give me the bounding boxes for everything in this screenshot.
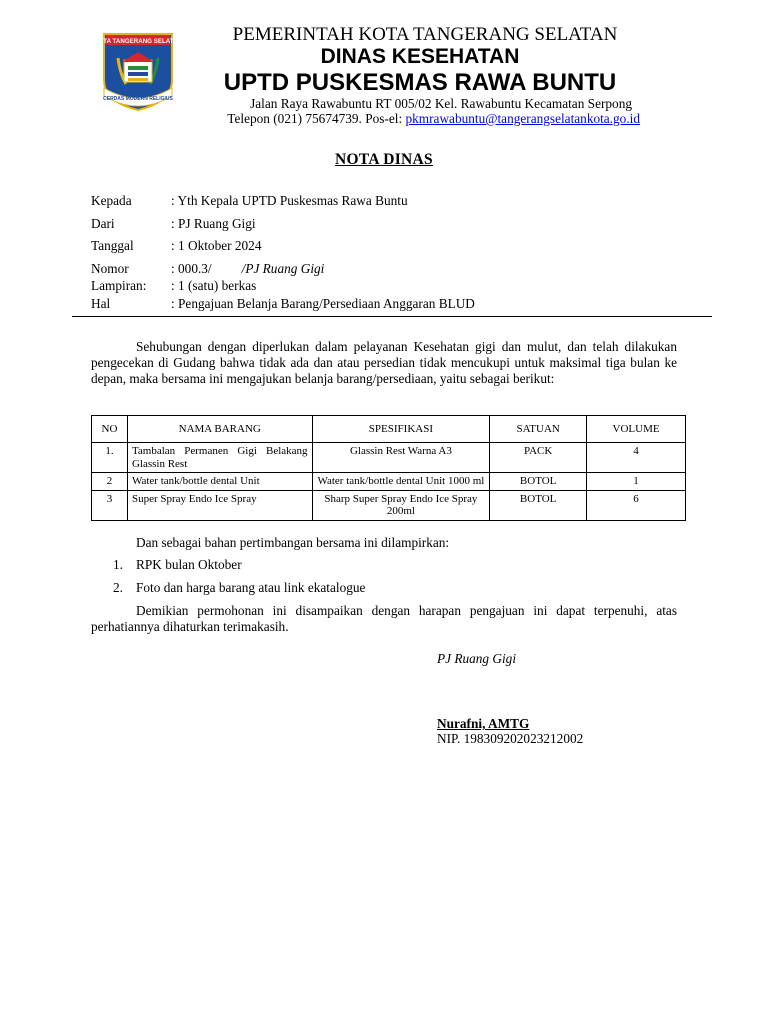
divider-line	[72, 316, 712, 317]
table-row	[92, 490, 686, 520]
cell-satuan: BOTOL	[490, 473, 587, 491]
cell-volume: 1	[587, 473, 686, 491]
cell-spesifikasi: Water tank/bottle dental Unit 1000 ml	[312, 473, 490, 491]
col-header-spesifikasi: SPESIFIKASI	[312, 416, 490, 443]
field-label-lampiran: Lampiran:	[91, 278, 147, 293]
cell-no: 2	[92, 473, 128, 491]
city-emblem-logo	[96, 28, 180, 112]
field-label-hal: Hal	[91, 296, 111, 311]
cell-no: 1.	[92, 443, 128, 473]
email-link[interactable]: pkmrawabuntu@tangerangselatankota.go.id	[405, 111, 640, 126]
field-label-dari: Dari	[91, 216, 115, 231]
attachment-intro: Dan sebagai bahan pertimbangan bersama ini dilampirkan:	[136, 535, 450, 550]
col-header-volume: VOLUME	[587, 416, 686, 443]
cell-nama-barang: Tambalan Permanen Gigi Belakang Glassin Rest	[127, 443, 312, 473]
cell-volume: 4	[587, 443, 686, 473]
list-number: 1.	[113, 557, 123, 572]
list-text: Foto dan harga barang atau link ekatalogue	[136, 580, 366, 595]
cell-satuan: BOTOL	[490, 490, 587, 520]
field-value-kepada: : Yth Kepala UPTD Puskesmas Rawa Buntu	[171, 193, 408, 208]
field-value-nomor	[171, 261, 324, 277]
logo-text-bottom: CERDAS MODERN RELIGIUS	[103, 96, 173, 102]
signature-nip: NIP. 198309202023212002	[437, 731, 584, 746]
col-header-nama-barang: NAMA BARANG	[127, 416, 312, 443]
field-label-tanggal: Tanggal	[91, 238, 134, 253]
table-header-row	[92, 416, 686, 443]
list-item	[113, 557, 242, 573]
intro-text: Sehubungan dengan diperlukan dalam pelayanan Kesehatan gigi dan mulut, dan telah dilakukan pengecekan di Gudang bahwa tidak ada dan atau persedian tidak mencukupi untuk maksimal tiga bulan ke depan, maka bersama ini mengajukan belanja barang/persediaan, yaitu sebagai berikut:	[91, 339, 677, 386]
cell-nama-barang: Water tank/bottle dental Unit	[127, 473, 312, 491]
logo-text-top: KOTA TANGERANG SELATAN	[96, 38, 180, 45]
signature-name: Nurafni, AMTG	[437, 716, 530, 731]
table-row	[92, 473, 686, 491]
field-value-tanggal: : 1 Oktober 2024	[171, 238, 262, 253]
telephone-text: Telepon (021) 75674739. Pos-el:	[227, 111, 406, 126]
signature-role: PJ Ruang Gigi	[437, 651, 517, 666]
items-table	[91, 415, 686, 521]
cell-no: 3	[92, 490, 128, 520]
document-title: NOTA DINAS	[335, 151, 433, 168]
list-text: RPK bulan Oktober	[136, 557, 242, 572]
col-header-satuan: SATUAN	[490, 416, 587, 443]
header-department: DINAS KESEHATAN	[320, 45, 520, 68]
list-item	[113, 580, 365, 596]
field-label-nomor: Nomor	[91, 261, 129, 276]
cell-volume: 6	[587, 490, 686, 520]
field-value-dari: : PJ Ruang Gigi	[171, 216, 256, 231]
header-address: Jalan Raya Rawabuntu RT 005/02 Kel. Rawabuntu Kecamatan Serpong	[250, 96, 632, 111]
header-government: PEMERINTAH KOTA TANGERANG SELATAN	[232, 24, 618, 45]
intro-paragraph	[91, 339, 677, 387]
cell-spesifikasi: Sharp Super Spray Endo Ice Spray 200ml	[312, 490, 490, 520]
col-header-no: NO	[92, 416, 128, 443]
nomor-prefix: : 000.3/	[171, 261, 212, 276]
closing-text: Demikian permohonan ini disampaikan dengan harapan pengajuan ini dapat terpenuhi, atas perhatiannya dihaturkan terimakasih.	[91, 603, 677, 634]
field-value-hal: : Pengajuan Belanja Barang/Persediaan Anggaran BLUD	[171, 296, 475, 311]
cell-nama-barang: Super Spray Endo Ice Spray	[127, 490, 312, 520]
nomor-suffix: /PJ Ruang Gigi	[241, 261, 325, 276]
table-row	[92, 443, 686, 473]
cell-satuan: PACK	[490, 443, 587, 473]
closing-paragraph	[91, 603, 677, 635]
cell-spesifikasi: Glassin Rest Warna A3	[312, 443, 490, 473]
header-institution: UPTD PUSKESMAS RAWA BUNTU	[223, 69, 617, 96]
field-label-kepada: Kepada	[91, 193, 132, 208]
list-number: 2.	[113, 580, 123, 595]
field-value-lampiran: : 1 (satu) berkas	[171, 278, 257, 293]
header-contact	[150, 111, 640, 126]
